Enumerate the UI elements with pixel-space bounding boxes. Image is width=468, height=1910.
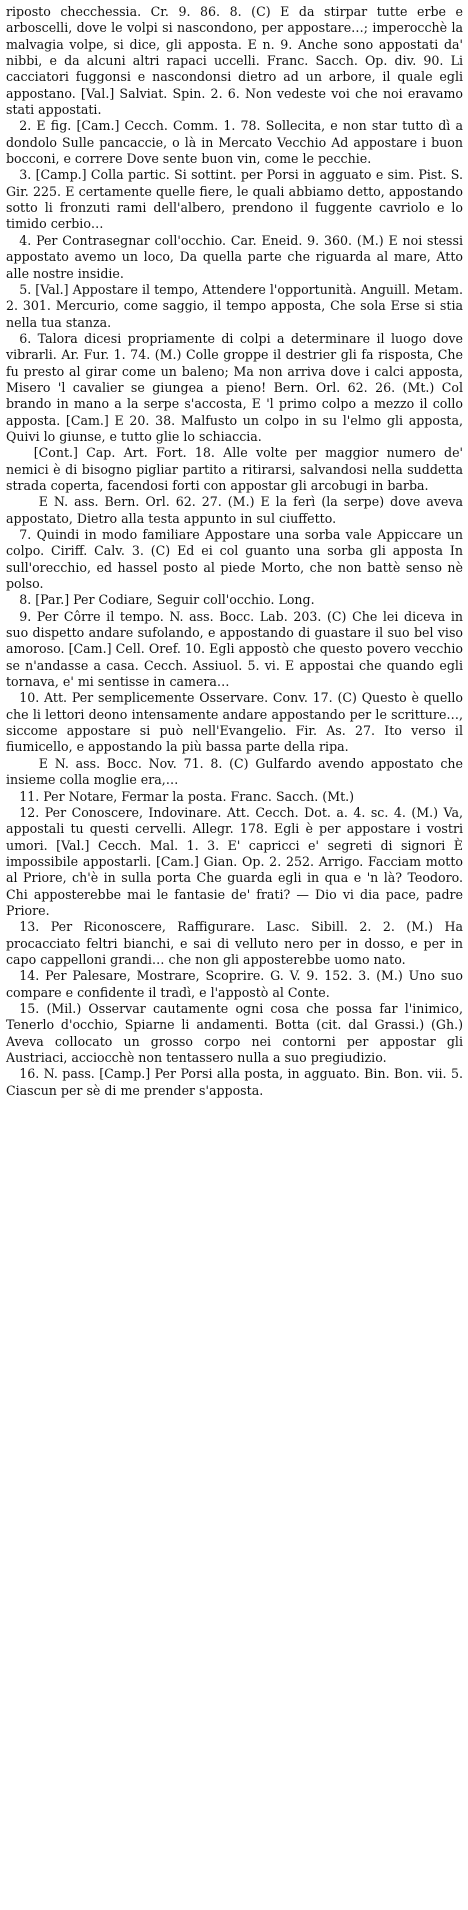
sense-3: 3. [Camp.] Colla partic. Si sottint. per Porsi in agguato e sim. Pist. S. Gir. 225. E certamente quelle fiere, le quali abbiamo detto, appostando sotto li fronzuti rami dell'albero, prendono il fuggente cavriolo e lo timido cerbio… xyxy=(6,167,463,232)
sense-7: 7. Quindi in modo familiare Appostare una sorba vale Appiccare un colpo. Ciriff. Calv. 3. (C) Ed ei col guanto una sorba gli apposta In sull'orecchio, ed hassel posto al piede Morto, che non battè senso nè polso. xyxy=(6,527,463,592)
sense-6: 6. Talora dicesi propriamente di colpi a determinare il luogo dove vibrarli. Ar. Fur. 1. 74. (M.) Colle groppe il destrier gli fa risposta, Che fu presto al girar come un baleno; Ma non arriva dove i calci apposta, Misero 'l cavalier se giungea a pieno! Bern. Orl. 62. 26. (Mt.) Col brando in mano a la serpe s'accosta, E 'l primo colpo a mezzo il collo apposta. [Cam.] E 20. 38. Malfusto un colpo in su l'elmo gli apposta, Quivi lo giunse, e tutto glie lo schiaccia. xyxy=(6,330,463,444)
entry-text: riposto checchessia. Cr. 9. 86. 8. (C) E da stirpar tutte erbe e arboscelli, dove le volpi si nascondono, per appostare…; imperocchè la malvagia volpe, si dice, gli apposta. E n. 9. Anche sono appostati da' nibbi, e da alcuni altri rapaci uccelli. Franc. Sacch. Op. div. 90. Li cacciatori fuggonsi e nascondonsi dietro ad un arbore, il quale egli appostano. [Val.] Salviat. Spin. 2. 6. Non vedeste voi che noi eravamo stati appostati. xyxy=(6,4,463,118)
sense-12: 12. Per Conoscere, Indovinare. Att. Cecch. Dot. a. 4. sc. 4. (M.) Va, appostali tu questi cervelli. Allegr. 178. Egli è per appostare i vostri umori. [Val.] Cecch. Mal. 1. 3. E' capricci e' segreti di signori È impossibile appostarli. [Cam.] Gian. Op. 2. 252. Arrigo. Facciam motto al Priore, ch'è in sulla porta Che guarda egli in qua e 'n là? Teodoro. Chi apposterebbe mai le fantasie de' frati? — Dio vi dia pace, padre Priore. xyxy=(6,804,463,918)
sense-8: 8. [Par.] Per Codiare, Seguir coll'occhio. Long. xyxy=(19,592,315,608)
sense-5: 5. [Val.] Appostare il tempo, Attendere l'opportunità. Anguill. Metam. 2. 301. Mercurio, come saggio, il tempo apposta, Che sola Erse si stia nella tua stanza. xyxy=(6,281,463,330)
sense-16: 16. N. pass. [Camp.] Per Porsi alla posta, in agguato. Bin. Bon. vii. 5. Ciascun per sè di me prender s'apposta. xyxy=(6,1066,463,1098)
sense-9: 9. Per Côrre il tempo. N. ass. Bocc. Lab. 203. (C) Che lei diceva in suo dispetto andare sufolando, e appostando di guastare il suo bel viso amoroso. [Cam.] Cell. Oref. 10. Egli appostò che questo povero vecchio se n'andasse a casa. Cecch. Assiuol. 5. vi. E appostai che quando egli tornava, e' mi sentisse in camera… xyxy=(6,608,463,690)
sense-10-absolute: E N. ass. Bocc. Nov. 71. 8. (C) Gulfardo avendo appostato che insieme colla moglie era,… xyxy=(6,755,463,788)
sense-15: 15. (Mil.) Osservar cautamente ogni cosa che possa far l'inimico, Tenerlo d'occhio, Spiarne li andamenti. Botta (cit. dal Grassi.) (Gh.) Aveva collocato un grosso corpo nei contorni per appostar gli Austriaci, acciocchè non tentassero nulla a suo pregiudizio. xyxy=(6,1000,463,1065)
sense-11: 11. Per Notare, Fermar la posta. Franc. Sacch. (Mt.) xyxy=(19,788,355,804)
sense-6-absolute: E N. ass. Bern. Orl. 62. 27. (M.) E la ferì (la serpe) dove aveva appostato, Dietro alla testa appunto in sul ciuffetto. xyxy=(6,494,463,526)
sense-13: 13. Per Riconoscere, Raffigurare. Lasc. Sibill. 2. 2. (M.) Ha procacciato feltri bianchi, e sai di velluto nero per in dosso, e per in capo cappelloni grandi… che non gli apposterebbe uomo nato. xyxy=(6,919,463,967)
sense-10: 10. Att. Per semplicemente Osservare. Conv. 17. (C) Questo è quello che li lettori deono intensamente andare appostando per le scritture…, siccome appostare si può nell'Evangelio. Fir. As. 27. Ito verso il fiumicello, e appostando la più bassa parte della ripa. xyxy=(6,690,463,755)
sense-2: 2. E fig. [Cam.] Cecch. Comm. 1. 78. Sollecita, e non star tutto dì a dondolo Sulle pancaccie, o là in Mercato Vecchio Ad appostare i buon bocconi, e correre Dove sente buon vin, come le pecchie. xyxy=(6,118,463,167)
sense-4: 4. Per Contrasegnar coll'occhio. Car. Eneid. 9. 360. (M.) E noi stessi appostato avemo un loco, Da quella parte che riguarda al mare, Atto alle nostre insidie. xyxy=(6,232,463,281)
sense-14: 14. Per Palesare, Mostrare, Scoprire. G. V. 9. 152. 3. (M.) Uno suo compare e confidente il tradì, e l'appostò al Conte. xyxy=(6,968,463,1000)
sense-6-citation: [Cont.] Cap. Art. Fort. 18. Alle volte per maggior numero de' nemici è di bisogno pigliar partito a ritirarsi, salvandosi nella suddetta strada coperta, facendosi forti con appostar gli arcobugi in barba. xyxy=(6,445,463,493)
